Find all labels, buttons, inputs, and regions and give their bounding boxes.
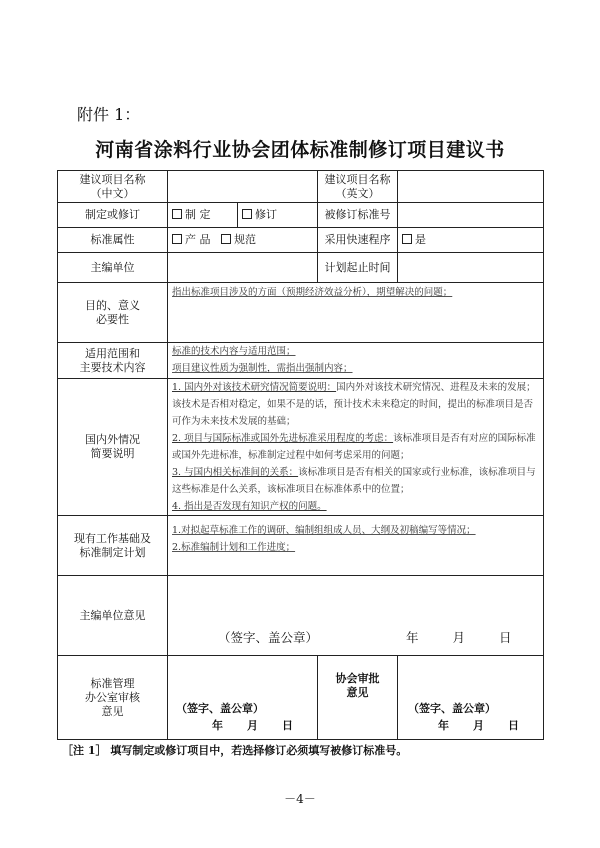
row-lead-opinion bbox=[58, 576, 544, 656]
option-product-label: 产 品 bbox=[185, 233, 211, 246]
lead-unit-field[interactable] bbox=[168, 253, 318, 283]
row-project-name bbox=[58, 171, 544, 203]
assoc-approval-label: 协会审批 意见 bbox=[318, 656, 398, 740]
project-name-en-field[interactable] bbox=[398, 171, 544, 203]
intl-item-3-text: 该标准项目是否有相关的国家或行业标准，该标准项目与这些标准是什么关系，该标准项目在标准体系中的位置； bbox=[172, 467, 536, 495]
fast-procedure-label: 采用快速程序 bbox=[318, 228, 398, 253]
month-label: 月 bbox=[452, 630, 466, 645]
option-revise[interactable] bbox=[238, 203, 318, 228]
purpose-field[interactable] bbox=[168, 283, 544, 343]
row-draft-revise bbox=[58, 203, 544, 228]
project-name-en-label: 建议项目名称 （英文） bbox=[318, 171, 398, 203]
lead-opinion-label: 主编单位意见 bbox=[58, 576, 168, 656]
intl-item-3-title: 3. 与国内相关标准间的关系： bbox=[172, 467, 299, 478]
revised-std-no-label: 被修订标准号 bbox=[318, 203, 398, 228]
proposal-form-table bbox=[57, 170, 544, 740]
checkbox-draft[interactable] bbox=[172, 209, 182, 219]
project-name-cn-field[interactable] bbox=[168, 171, 318, 203]
draft-or-revise-label: 制定或修订 bbox=[58, 203, 168, 228]
option-draft[interactable] bbox=[168, 203, 238, 228]
office-month: 月 bbox=[247, 719, 258, 732]
scope-label: 适用范围和 主要技术内容 bbox=[58, 343, 168, 379]
intl-item-2 bbox=[172, 430, 539, 464]
checkbox-product[interactable] bbox=[172, 234, 182, 244]
sign-seal-text: （签字、盖公章） bbox=[218, 630, 319, 645]
intl-item-4 bbox=[172, 498, 539, 515]
work-field[interactable] bbox=[168, 516, 544, 576]
assoc-approval-field[interactable] bbox=[398, 656, 544, 740]
plan-period-field[interactable] bbox=[398, 253, 544, 283]
row-std-attr bbox=[58, 228, 544, 253]
row-intl-situation bbox=[58, 379, 544, 516]
intl-item-1-title: 1. 国内外对该技术研究情况简要说明： bbox=[172, 382, 337, 393]
option-spec-label: 规范 bbox=[234, 233, 256, 246]
office-review-field[interactable] bbox=[168, 656, 318, 740]
project-name-cn-label: 建议项目名称 （中文） bbox=[58, 171, 168, 203]
office-review-label: 标准管理 办公室审核 意见 bbox=[58, 656, 168, 740]
work-label: 现有工作基础及 标准制定计划 bbox=[58, 516, 168, 576]
office-year: 年 bbox=[212, 719, 223, 732]
day-label: 日 bbox=[499, 630, 512, 645]
plan-period-label: 计划起止时间 bbox=[318, 253, 398, 283]
intl-item-1-text: 国内外对该技术研究情况、进程及未来的发展；该技术是否相对稳定，如果不是的话，预计技术未来稳定的时间，提出的标准项目是否可作为未来技术发展的基础； bbox=[172, 382, 536, 427]
lead-unit-label: 主编单位 bbox=[58, 253, 168, 283]
intl-label: 国内外情况 简要说明 bbox=[58, 379, 168, 516]
option-yes-label: 是 bbox=[415, 233, 426, 246]
work-hint-2: 2.标准编制计划和工作进度； bbox=[172, 542, 296, 553]
intl-item-2-title: 2. 项目与国际标准或国外先进标准采用程度的考虑： bbox=[172, 433, 394, 444]
revised-std-no-field[interactable] bbox=[398, 203, 544, 228]
scope-hint-2: 项目建议性质为强制性，需指出强制内容； bbox=[172, 363, 353, 374]
checkbox-revise[interactable] bbox=[242, 209, 252, 219]
scope-field[interactable] bbox=[168, 343, 544, 379]
footnote: ［注 1］ 填写制定或修订项目中，若选择修订必须填写被修订标准号。 bbox=[62, 744, 408, 757]
intl-item-4-title: 4. 指出是否发现有知识产权的问题。 bbox=[172, 501, 327, 512]
std-attr-label: 标准属性 bbox=[58, 228, 168, 253]
intl-item-1 bbox=[172, 379, 539, 430]
assoc-month: 月 bbox=[473, 719, 484, 732]
row-scope bbox=[58, 343, 544, 379]
checkbox-spec[interactable] bbox=[221, 234, 231, 244]
lead-opinion-field[interactable] bbox=[168, 576, 544, 656]
purpose-hint: 指出标准项目涉及的方面（预期经济效益分析），期望解决的问题； bbox=[172, 287, 453, 298]
row-work-basis bbox=[58, 516, 544, 576]
form-title: 河南省涂料行业协会团体标准制修订项目建议书 bbox=[95, 139, 505, 161]
assoc-year: 年 bbox=[438, 719, 449, 732]
option-draft-label: 制 定 bbox=[185, 208, 211, 221]
row-lead-unit bbox=[58, 253, 544, 283]
work-hint-1: 1.对拟起草标准工作的调研、编制组组成人员、大纲及初稿编写等情况； bbox=[172, 525, 476, 536]
office-day: 日 bbox=[282, 719, 293, 732]
purpose-label: 目的、意义 必要性 bbox=[58, 283, 168, 343]
option-revise-label: 修订 bbox=[255, 208, 277, 221]
std-attr-options bbox=[168, 228, 318, 253]
intl-item-3 bbox=[172, 464, 539, 498]
page-number: －4－ bbox=[284, 792, 316, 806]
checkbox-yes[interactable] bbox=[402, 234, 412, 244]
attachment-label: 附件 1： bbox=[77, 105, 141, 124]
intl-field[interactable] bbox=[168, 379, 544, 516]
fast-procedure-option[interactable] bbox=[398, 228, 544, 253]
scope-hint-1: 标准的技术内容与适用范围； bbox=[172, 346, 296, 357]
assoc-sign-seal: （签字、盖公章） bbox=[408, 702, 496, 715]
assoc-day: 日 bbox=[508, 719, 519, 732]
row-approval bbox=[58, 656, 544, 740]
row-purpose bbox=[58, 283, 544, 343]
intl-item-2-text: 该标准项目是否有对应的国际标准或国外先进标准，标准制定过程中如何考虑采用的问题； bbox=[172, 433, 536, 461]
office-sign-seal: （签字、盖公章） bbox=[176, 702, 264, 715]
year-label: 年 bbox=[406, 630, 419, 645]
